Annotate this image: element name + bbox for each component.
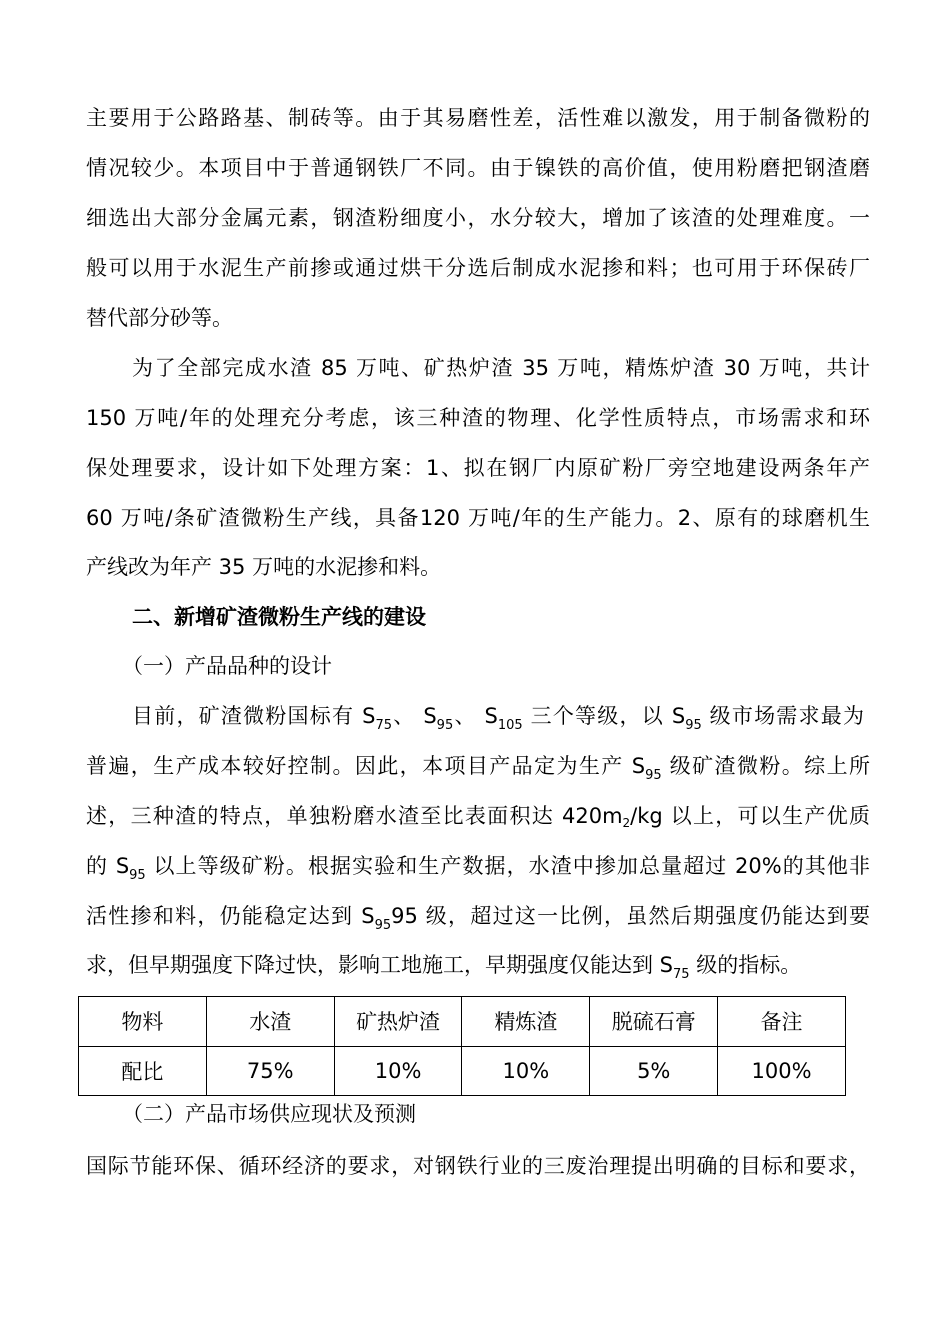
table-cell: 10% (334, 1046, 462, 1096)
paragraph1-line5: 替代部分砂等。 (86, 306, 233, 330)
table-cell: 75% (206, 1046, 334, 1096)
paragraph2-line4: 60 万吨/条矿渣微粉生产线，具备120 万吨/年的生产能力。2、原有的球磨机生 (86, 506, 870, 530)
table-header-cell: 备注 (718, 997, 846, 1047)
table-header-cell: 脱硫石膏 (590, 997, 718, 1047)
table-cell: 配比 (79, 1046, 207, 1096)
table-row (79, 1046, 846, 1096)
table-header-row (79, 997, 846, 1047)
mix-ratio-table (78, 996, 846, 1096)
paragraph3-line5: 活性掺和料，仍能稳定达到 $S_{95}95$ 级，超过这一比例，虽然后期强度仍能达到要 (86, 904, 870, 933)
paragraph2-line5: 产线改为年产 35 万吨的水泥掺和料。 (86, 555, 442, 579)
table-header-cell: 水渣 (206, 997, 334, 1047)
table-cell: 100% (718, 1046, 846, 1096)
paragraph3-line6: 求，但早期强度下降过快，影响工地施工，早期强度仅能达到 $S_{75}$ 级的指标。 (86, 953, 802, 982)
table-header-cell: 矿热炉渣 (334, 997, 462, 1047)
paragraph2-line2: 150 万吨/年的处理充分考虑，该三种渣的物理、化学性质特点，市场需求和环 (86, 406, 870, 430)
paragraph1-line1: 主要用于公路路基、制砖等。由于其易磨性差，活性难以激发，用于制备微粉的 (86, 106, 870, 130)
paragraph1-line2: 情况较少。本项目中于普通钢铁厂不同。由于镍铁的高价值，使用粉磨把钢渣磨 (86, 156, 870, 180)
paragraph3-line2: 普遍，生产成本较好控制。因此，本项目产品定为生产 $S_{95}$ 级矿渣微粉。综上所 (86, 754, 870, 783)
paragraph3-line4: 的 $S_{95}$ 以上等级矿粉。根据实验和生产数据，水渣中掺加总量超过 20%的其他非 (86, 854, 870, 883)
paragraph2-line1: 为了全部完成水渣 85 万吨、矿热炉渣 35 万吨，精炼炉渣 30 万吨，共计 (132, 356, 870, 380)
section-heading: 二、新增矿渣微粉生产线的建设 (132, 605, 426, 629)
paragraph2-line3: 保处理要求，设计如下处理方案：1、拟在钢厂内原矿粉厂旁空地建设两条年产 (86, 456, 870, 480)
paragraph3-line1: 目前，矿渣微粉国标有 $S_{75}$、 $S_{95}$、 $S_{105}$ 三个等级，以 $S_{95}$ 级市场需求最为 (132, 704, 864, 733)
subsection-heading-1: （一）产品品种的设计 (122, 654, 332, 678)
paragraph1-line4: 般可以用于水泥生产前掺或通过烘干分选后制成水泥掺和料；也可用于环保砖厂 (86, 256, 870, 280)
table-header-cell: 物料 (79, 997, 207, 1047)
table-header-cell: 精炼渣 (462, 997, 590, 1047)
paragraph3-line3: 述，三种渣的特点，单独粉磨水渣至比表面积达 420m2/kg 以上，可以生产优质 (86, 804, 870, 830)
paragraph1-line3: 细选出大部分金属元素，钢渣粉细度小，水分较大，增加了该渣的处理难度。一 (86, 206, 870, 230)
table-cell: 5% (590, 1046, 718, 1096)
table-cell: 10% (462, 1046, 590, 1096)
paragraph4-line1: 国际节能环保、循环经济的要求，对钢铁行业的三废治理提出明确的目标和要求， (86, 1154, 870, 1178)
subsection-heading-2: （二）产品市场供应现状及预测 (122, 1102, 416, 1126)
